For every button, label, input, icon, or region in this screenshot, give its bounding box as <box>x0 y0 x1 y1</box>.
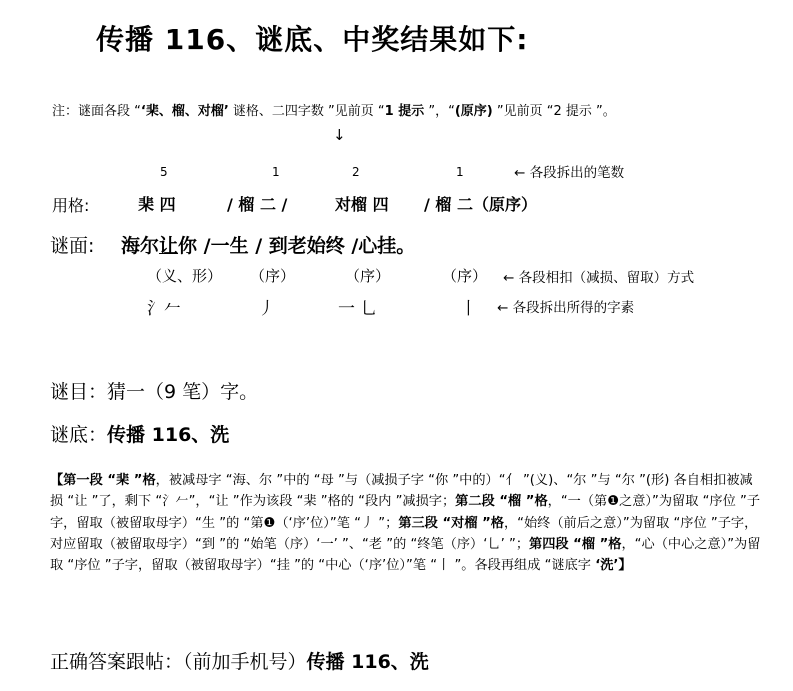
note-text: ”，“ <box>424 104 455 119</box>
glyph-element: 丨 <box>460 299 477 319</box>
segment-1-text: ，被减母字 “海、尔 ”中的 “母 ”与（减损子字 “你 ”中的）“亻 ”(义)、“尔 ”与 “尔 ”(形) 各自相扣被减损 “让 ”了，剩下 “氵𠂉”，“让 ”作为该段 “棐 ”格的 “段内 ”减损字； <box>50 473 753 510</box>
usage-segment: 棐 四 <box>138 195 176 214</box>
segment-3-text: ，“始终（前后之意）”为留取 “序位 ”子字，对应留取（被留取母字）“到 ”的 “始笔（序）‘一’ ”、“老 ”的 “终笔（序）‘乚’ ”； <box>50 515 758 552</box>
segment-3-heading: 第三段 “对榴 ”格 <box>398 515 504 531</box>
note-original-order: (原序) <box>454 104 493 119</box>
riddle-label: 谜面: <box>50 235 95 257</box>
glyph-element: 一 乚 <box>338 299 378 319</box>
riddle-text <box>121 231 415 258</box>
riddle-answer-line <box>50 420 229 447</box>
riddle-underlined: 让 <box>159 235 179 257</box>
usage-label: 用格: <box>52 196 90 215</box>
page-title: 传播 116、谜底、中奖结果如下: <box>96 23 529 56</box>
stroke-number: 2 <box>352 165 360 179</box>
arrow-down-icon: ↓ <box>333 126 346 144</box>
riddle-part: 你 /一生 / 到老始终 /心挂。 <box>178 235 416 257</box>
correct-answer-line <box>50 647 429 674</box>
usage-segment: 对榴 四 <box>335 195 389 214</box>
answer-value: 传播 116、洗 <box>107 424 230 446</box>
stroke-caption: ← 各段拆出的笔数 <box>514 165 625 181</box>
method-label: （义、形） <box>147 267 223 285</box>
glyph-element: 氵𠂉 <box>147 299 181 319</box>
segment-4-text: ，“心（中心之意）”为留取 “序位 ”子字，留取（被留取母字）“挂 ”的 “中心（‘序’位）”笔 “丨 ”。各段再组成 “谜底字 <box>50 536 761 574</box>
segment-1-heading: 【第一段 “棐 ”格 <box>50 473 156 488</box>
stroke-number: 1 <box>272 165 280 179</box>
glyph-caption: ← 各段拆出所得的字素 <box>497 300 635 316</box>
usage-segment: / 榴 二 / <box>227 195 288 214</box>
note-text: 注：谜面各段 “ <box>52 104 141 119</box>
method-caption: ← 各段相扣（减损、留取）方式 <box>503 270 695 286</box>
glyph-element: 丿 <box>258 299 275 319</box>
usage-segment: / 榴 二（原序） <box>424 195 537 214</box>
correct-answer-prefix: 正确答案跟帖：（前加手机号） <box>50 651 307 673</box>
stroke-number: 5 <box>160 165 168 179</box>
stroke-number: 1 <box>456 165 464 179</box>
note-line <box>52 100 616 119</box>
correct-answer-value: 传播 116、洗 <box>306 651 429 673</box>
explanation-paragraph <box>50 470 762 576</box>
method-label: （序） <box>442 267 488 285</box>
answer-label: 谜底： <box>50 424 108 446</box>
note-text: 谜格、二四字数 ”见前页 “ <box>228 104 385 119</box>
note-formats: ‘棐、榴、对榴’ <box>140 104 229 119</box>
method-label: （序） <box>345 267 391 285</box>
segment-2-text: ，“一（第❶之意）”为留取 “序位 ”子字，留取（被留取母字）“生 ”的 “第❶（‘序’位）”笔 “丿 ”； <box>50 494 761 531</box>
riddle-part: 海尔 <box>121 235 160 257</box>
method-label: （序） <box>250 267 296 285</box>
segment-4-tail: ‘洗’】 <box>595 558 632 574</box>
note-hint-1: 1 提示 <box>384 104 425 119</box>
segment-2-heading: 第二段 “榴 ”格 <box>455 494 548 510</box>
riddle-category: 谜目：猜一（9 笔）字。 <box>50 381 259 403</box>
segment-4-heading: 第四段 “榴 ”格 <box>529 536 622 552</box>
note-text: ”见前页 “2 提示 ”。 <box>492 104 616 119</box>
